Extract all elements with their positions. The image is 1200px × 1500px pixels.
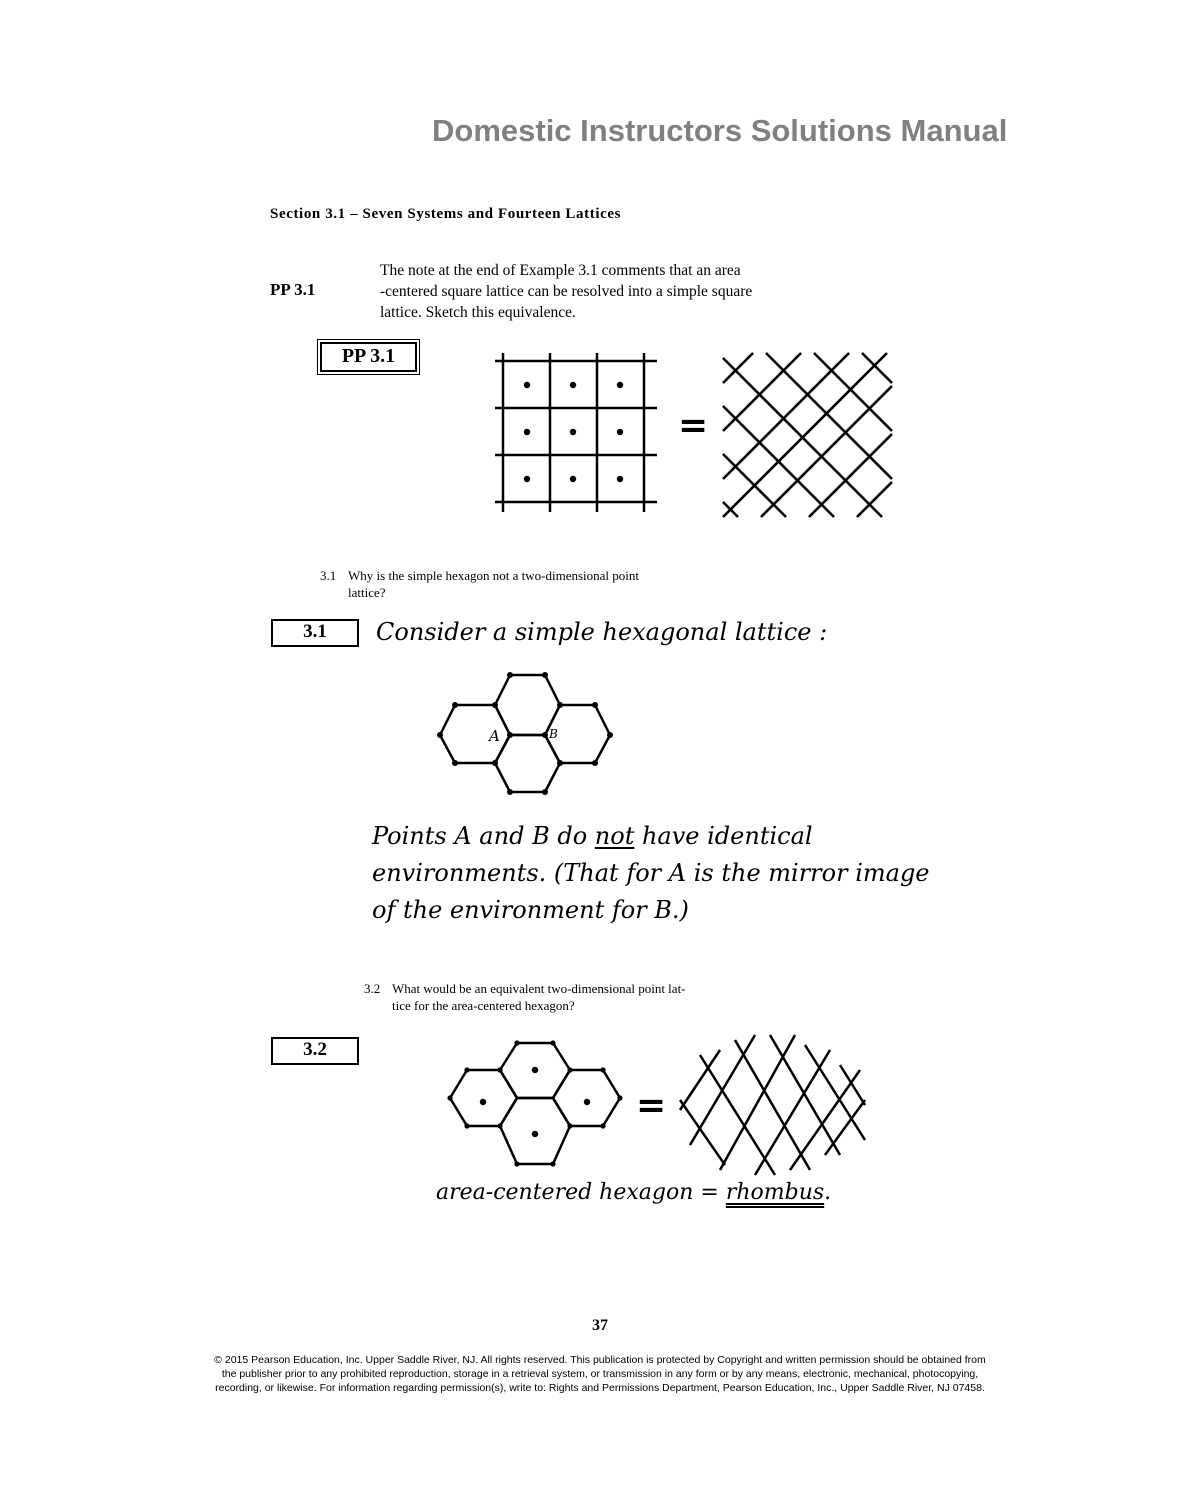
- question-3-2-number: 3.2: [364, 981, 381, 996]
- simple-square-lattice-figure: [715, 345, 900, 520]
- answer-3-1-box: 3.1: [271, 619, 359, 647]
- answer-3-1-explanation: [372, 818, 930, 929]
- answer-3-2-suffix: .: [824, 1180, 832, 1205]
- area-centered-hexagon-figure: [445, 1040, 630, 1170]
- point-b-label: B: [549, 727, 558, 741]
- footer-line-3: recording, or likewise. For information regarding permission(s), write to: Rights and Permissions Department, Pearson Education, Inc., Upper Saddle River, NJ 07458.: [215, 1382, 985, 1394]
- simple-hexagonal-lattice-figure: [435, 665, 625, 800]
- pp31-line-3: lattice. Sketch this equivalence.: [380, 304, 576, 321]
- question-3-1-line-1: Why is the simple hexagon not a two-dimensional point: [348, 568, 640, 583]
- answer-3-2-prefix: area-centered hexagon =: [436, 1180, 726, 1205]
- answer-3-2-text: [436, 1180, 831, 1205]
- rhombus-lattice-figure: [675, 1030, 875, 1180]
- area-centered-square-lattice-figure: [485, 348, 665, 518]
- answer-3-1-intro: Consider a simple hexagonal lattice :: [376, 618, 828, 646]
- question-3-1-number: 3.1: [320, 568, 337, 583]
- question-3-2-line-1: What would be an equivalent two-dimensional point lat-: [392, 981, 686, 996]
- question-3-1-line-2: lattice?: [348, 585, 386, 600]
- pp31-equals-sign: =: [678, 405, 709, 446]
- pp31-problem-text: [380, 260, 810, 323]
- answer-3-1-not: not: [594, 822, 635, 850]
- answer-3-2-rhombus: rhombus: [725, 1180, 825, 1205]
- answer-3-1-part-1: Points A and B do: [372, 822, 595, 850]
- question-3-2-line-2: tice for the area-centered hexagon?: [392, 998, 575, 1013]
- pp31-line-1: The note at the end of Example 3.1 comments that an area: [380, 262, 741, 279]
- pp31-label: PP 3.1: [270, 280, 316, 299]
- footer-line-1: © 2015 Pearson Education, Inc. Upper Saddle River, NJ. All rights reserved. This publication is protected by Copyright and written permission should be obtained from: [214, 1354, 986, 1366]
- pp31-answer-box: PP 3.1: [320, 342, 417, 372]
- page-number: 37: [592, 1317, 608, 1334]
- answer-3-2-box: 3.2: [271, 1037, 359, 1065]
- manual-title: Domestic Instructors Solutions Manual: [432, 113, 1008, 148]
- pp31-line-2: -centered square lattice can be resolved into a simple square: [380, 283, 753, 300]
- footer-line-2: the publisher prior to any prohibited reproduction, storage in a retrieval system, or transmission in any form or by any means, electronic, mechanical, photocopying,: [221, 1368, 979, 1380]
- question-3-2: [364, 980, 744, 1014]
- answer-3-1-line-3: of the environment for B.): [372, 896, 689, 924]
- copyright-footer: [150, 1353, 1050, 1395]
- q32-equals-sign: =: [636, 1085, 667, 1126]
- section-title: Section 3.1 – Seven Systems and Fourteen Lattices: [270, 206, 622, 222]
- answer-3-1-part-2: have identical: [634, 822, 813, 850]
- point-a-label: A: [489, 727, 500, 745]
- answer-3-1-line-2: environments. (That for A is the mirror image: [372, 859, 930, 887]
- question-3-1: [320, 567, 700, 601]
